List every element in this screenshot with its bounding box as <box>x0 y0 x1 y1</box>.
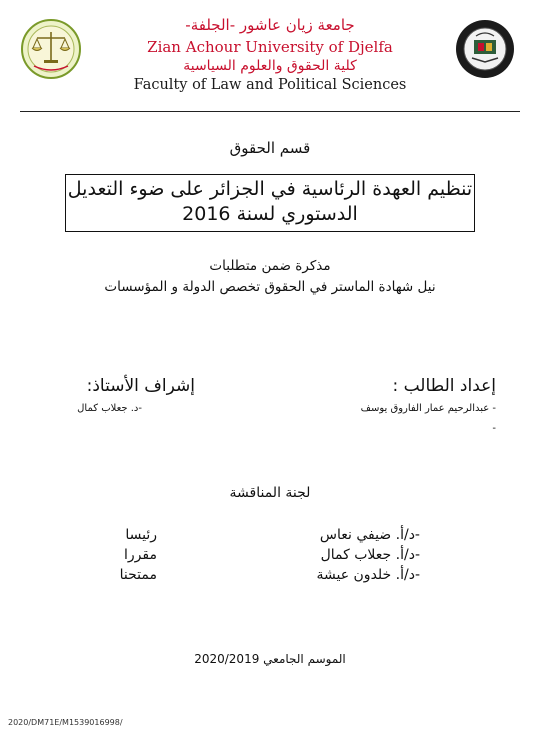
committee-member-name: -د/أ. ضيفي نعاس <box>319 527 420 543</box>
committee-member-role: مقررا <box>124 547 157 563</box>
university-name-english: Zian Achour University of Djelfa <box>147 38 393 56</box>
committee-title: لجنة المناقشة <box>229 485 311 501</box>
header-divider <box>20 111 520 112</box>
thesis-title-line2: الدستوري لسنة 2016 <box>182 203 358 225</box>
academic-year: الموسم الجامعي 2020/2019 <box>194 652 346 666</box>
student-label: إعداد الطالب : <box>392 376 496 396</box>
subtitle-line2: نيل شهادة الماستر في الحقوق تخصص الدولة و المؤسسات <box>104 279 436 295</box>
committee-member-name: -د/أ. خلدون عيشة <box>316 567 420 583</box>
supervisor-name: -د. جعلاب كمال <box>77 403 142 414</box>
footer-code: 2020/DM71E/M1539016998/ <box>8 718 123 727</box>
committee-member-role: رئيسا <box>125 527 157 543</box>
committee-member-name: -د/أ. جعلاب كمال <box>320 547 420 563</box>
student-name-2: - <box>492 423 496 434</box>
university-name-arabic: جامعة زيان عاشور -الجلفة- <box>185 16 355 34</box>
thesis-title-line1: تنظيم العهدة الرئاسية في الجزائر على ضوء التعديل <box>67 178 473 200</box>
supervisor-label: إشراف الأستاذ: <box>86 376 195 396</box>
student-name: - عبدالرحيم عمار الفاروق يوسف <box>360 403 496 414</box>
subtitle-line1: مذكرة ضمن متطلبات <box>209 258 331 274</box>
committee-member-role: ممتحنا <box>119 567 157 583</box>
faculty-name-english: Faculty of Law and Political Sciences <box>133 77 407 93</box>
department-name: قسم الحقوق <box>229 139 311 157</box>
faculty-name-arabic: كلية الحقوق والعلوم السياسية <box>183 58 357 74</box>
